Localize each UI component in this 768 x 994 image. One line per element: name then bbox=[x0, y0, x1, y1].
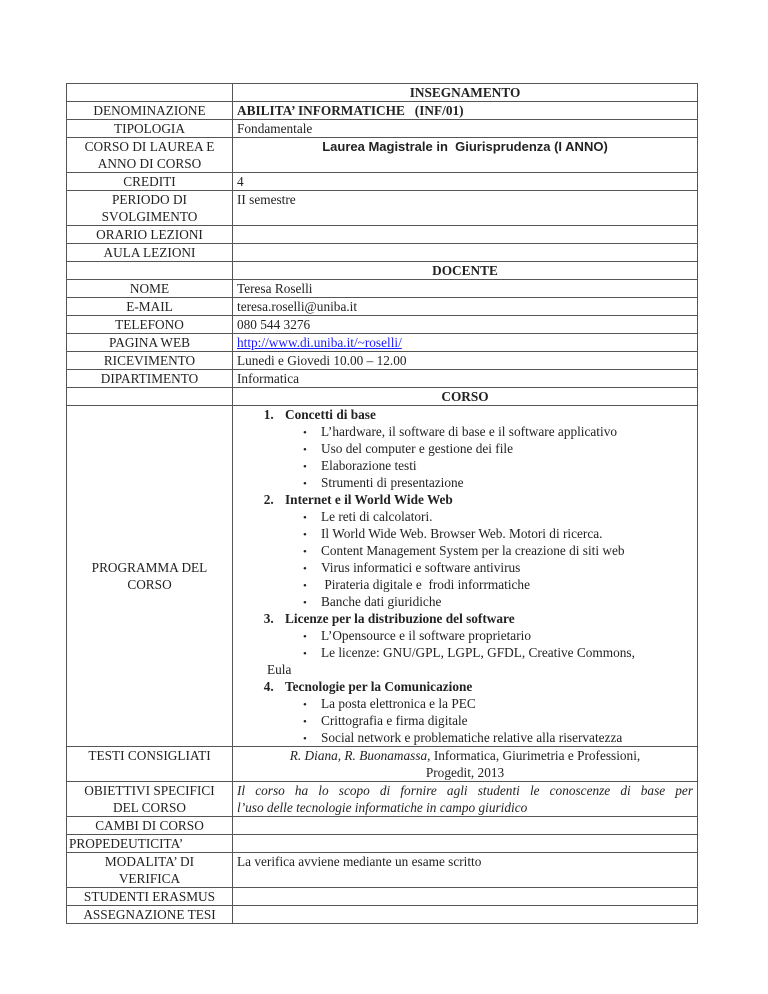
topic-text: Pirateria digitale e frodi inforrmatiche bbox=[321, 577, 530, 592]
section-row-corso bbox=[67, 388, 698, 406]
topic-text: Le licenze: GNU/GPL, LGPL, GFDL, Creative Commons, bbox=[321, 645, 635, 660]
label-obiettivi bbox=[67, 782, 233, 817]
obiettivi-line2: l’uso delle tecnologie informatiche in campo giuridico bbox=[237, 800, 528, 815]
value-erasmus bbox=[233, 888, 698, 906]
row-crediti bbox=[67, 173, 698, 191]
label-periodo-line2: SVOLGIMENTO bbox=[101, 209, 198, 224]
label-periodo-line1: PERIODO DI bbox=[112, 192, 187, 207]
module-topics bbox=[285, 695, 693, 746]
value-pagina-web-cell bbox=[233, 334, 698, 352]
topic-item bbox=[303, 525, 693, 542]
topic-item bbox=[303, 627, 693, 644]
course-table bbox=[66, 83, 698, 924]
value-aula bbox=[233, 244, 698, 262]
label-denominazione: DENOMINAZIONE bbox=[67, 102, 233, 120]
label-obiettivi-line1: OBIETTIVI SPECIFICI bbox=[84, 783, 215, 798]
row-modalita bbox=[67, 853, 698, 888]
topic-text: Social network e problematiche relative alla riservatezza bbox=[321, 730, 623, 745]
testi-title: , Informatica, Giurimetria e Professioni, bbox=[427, 748, 641, 763]
module-topics bbox=[285, 423, 693, 491]
value-propedeuticita bbox=[233, 835, 698, 853]
topic-text: La posta elettronica e la PEC bbox=[321, 696, 476, 711]
row-dipartimento bbox=[67, 370, 698, 388]
topic-text: L’Opensource e il software proprietario bbox=[321, 628, 531, 643]
label-modalita bbox=[67, 853, 233, 888]
topic-item bbox=[303, 644, 693, 661]
value-tipologia: Fondamentale bbox=[233, 120, 698, 138]
section-header-insegnamento: INSEGNAMENTO bbox=[233, 84, 698, 102]
row-erasmus bbox=[67, 888, 698, 906]
row-nome bbox=[67, 280, 698, 298]
topic-text: Elaborazione testi bbox=[321, 458, 417, 473]
row-cambi bbox=[67, 817, 698, 835]
value-nome: Teresa Roselli bbox=[233, 280, 698, 298]
label-telefono: TELEFONO bbox=[67, 316, 233, 334]
programma-module bbox=[267, 610, 693, 678]
topic-item bbox=[303, 474, 693, 491]
topic-wrap-text: Eula bbox=[267, 662, 292, 677]
value-periodo: II semestre bbox=[233, 191, 698, 226]
label-tipologia: TIPOLOGIA bbox=[67, 120, 233, 138]
label-cambi: CAMBI DI CORSO bbox=[67, 817, 233, 835]
row-tipologia bbox=[67, 120, 698, 138]
section-row-docente bbox=[67, 262, 698, 280]
row-programma bbox=[67, 406, 698, 747]
label-corso-laurea-line1: CORSO DI LAUREA E bbox=[84, 139, 215, 154]
empty-label-cell bbox=[67, 262, 233, 280]
label-orario: ORARIO LEZIONI bbox=[67, 226, 233, 244]
value-tesi bbox=[233, 906, 698, 924]
topic-item bbox=[303, 457, 693, 474]
programma-module bbox=[277, 491, 693, 610]
module-topics bbox=[267, 627, 693, 678]
row-pagina-web bbox=[67, 334, 698, 352]
obiettivi-line1: Il corso ha lo scopo di fornire agli studenti le conoscenze di base per bbox=[237, 783, 693, 798]
value-crediti: 4 bbox=[233, 173, 698, 191]
row-obiettivi bbox=[67, 782, 698, 817]
label-modalita-line2: VERIFICA bbox=[118, 871, 181, 886]
row-aula bbox=[67, 244, 698, 262]
label-programma bbox=[67, 406, 233, 747]
row-propedeuticita bbox=[67, 835, 698, 853]
row-orario bbox=[67, 226, 698, 244]
testi-line2: Progedit, 2013 bbox=[425, 765, 505, 780]
label-nome: NOME bbox=[67, 280, 233, 298]
label-periodo bbox=[67, 191, 233, 226]
row-denominazione bbox=[67, 102, 698, 120]
bullet-icon bbox=[303, 644, 321, 663]
section-header-docente: DOCENTE bbox=[233, 262, 698, 280]
label-ricevimento: RICEVIMENTO bbox=[67, 352, 233, 370]
value-programma bbox=[233, 406, 698, 747]
topic-item bbox=[303, 440, 693, 457]
topic-item bbox=[303, 695, 693, 712]
row-ricevimento bbox=[67, 352, 698, 370]
section-row-insegnamento bbox=[67, 84, 698, 102]
row-email bbox=[67, 298, 698, 316]
value-telefono: 080 544 3276 bbox=[233, 316, 698, 334]
programma-module bbox=[277, 678, 693, 746]
label-pagina-web: PAGINA WEB bbox=[67, 334, 233, 352]
testi-authors: R. Diana, R. Buonamassa bbox=[289, 748, 428, 763]
value-email: teresa.roselli@uniba.it bbox=[233, 298, 698, 316]
topic-text: Il World Wide Web. Browser Web. Motori di ricerca. bbox=[321, 526, 603, 541]
value-dipartimento: Informatica bbox=[233, 370, 698, 388]
topic-text: Content Management System per la creazione di siti web bbox=[321, 543, 625, 558]
topic-text: Strumenti di presentazione bbox=[321, 475, 464, 490]
section-header-corso: CORSO bbox=[233, 388, 698, 406]
homepage-link[interactable]: http://www.di.uniba.it/~roselli/ bbox=[237, 335, 402, 350]
topic-item bbox=[303, 423, 693, 440]
module-topics bbox=[285, 508, 693, 610]
label-modalita-line1: MODALITA’ DI bbox=[104, 854, 195, 869]
label-aula: AULA LEZIONI bbox=[67, 244, 233, 262]
topic-text: Le reti di calcolatori. bbox=[321, 509, 433, 524]
programma-module bbox=[277, 406, 693, 491]
label-corso-laurea bbox=[67, 138, 233, 173]
label-dipartimento: DIPARTIMENTO bbox=[67, 370, 233, 388]
label-programma-line2: CORSO bbox=[127, 577, 172, 592]
programma-list bbox=[237, 406, 693, 746]
label-crediti: CREDITI bbox=[67, 173, 233, 191]
bullet-icon bbox=[303, 593, 321, 612]
topic-text: Banche dati giuridiche bbox=[321, 594, 442, 609]
module-title: Concetti di base bbox=[285, 407, 376, 422]
testi-line1 bbox=[237, 747, 693, 764]
label-programma-line1: PROGRAMMA DEL bbox=[91, 560, 208, 575]
topic-text: Crittografia e firma digitale bbox=[321, 713, 468, 728]
value-ricevimento: Lunedi e Giovedi 10.00 – 12.00 bbox=[233, 352, 698, 370]
module-title: Tecnologie per la Comunicazione bbox=[285, 679, 473, 694]
label-tesi: ASSEGNAZIONE TESI bbox=[67, 906, 233, 924]
topic-item bbox=[303, 559, 693, 576]
module-title: Licenze per la distribuzione del software bbox=[285, 611, 515, 626]
row-telefono bbox=[67, 316, 698, 334]
empty-label-cell bbox=[67, 388, 233, 406]
empty-label-cell bbox=[67, 84, 233, 102]
topic-item bbox=[303, 729, 693, 746]
topic-text: Virus informatici e software antivirus bbox=[321, 560, 521, 575]
label-obiettivi-line2: DEL CORSO bbox=[112, 800, 187, 815]
value-corso-laurea: Laurea Magistrale in Giurisprudenza (I ANNO) bbox=[233, 138, 698, 173]
value-cambi bbox=[233, 817, 698, 835]
label-erasmus: STUDENTI ERASMUS bbox=[67, 888, 233, 906]
row-periodo bbox=[67, 191, 698, 226]
topic-text: Uso del computer e gestione dei file bbox=[321, 441, 514, 456]
value-obiettivi bbox=[233, 782, 698, 817]
value-testi bbox=[233, 747, 698, 782]
topic-item bbox=[303, 712, 693, 729]
value-modalita: La verifica avviene mediante un esame scritto bbox=[233, 853, 698, 888]
value-orario bbox=[233, 226, 698, 244]
topic-item bbox=[303, 508, 693, 525]
bullet-icon bbox=[303, 474, 321, 493]
module-title: Internet e il World Wide Web bbox=[285, 492, 453, 507]
row-testi bbox=[67, 747, 698, 782]
course-sheet bbox=[66, 83, 698, 924]
topic-item bbox=[303, 576, 693, 593]
value-denominazione: ABILITA’ INFORMATICHE (INF/01) bbox=[233, 102, 698, 120]
row-tesi bbox=[67, 906, 698, 924]
label-testi: TESTI CONSIGLIATI bbox=[67, 747, 233, 782]
bullet-icon bbox=[303, 729, 321, 748]
row-corso-laurea bbox=[67, 138, 698, 173]
label-corso-laurea-line2: ANNO DI CORSO bbox=[97, 156, 202, 171]
label-email: E-MAIL bbox=[67, 298, 233, 316]
label-propedeuticita: PROPEDEUTICITA’ bbox=[67, 835, 233, 853]
topic-item bbox=[303, 542, 693, 559]
topic-text: L’hardware, il software di base e il software applicativo bbox=[321, 424, 617, 439]
topic-item bbox=[303, 593, 693, 610]
